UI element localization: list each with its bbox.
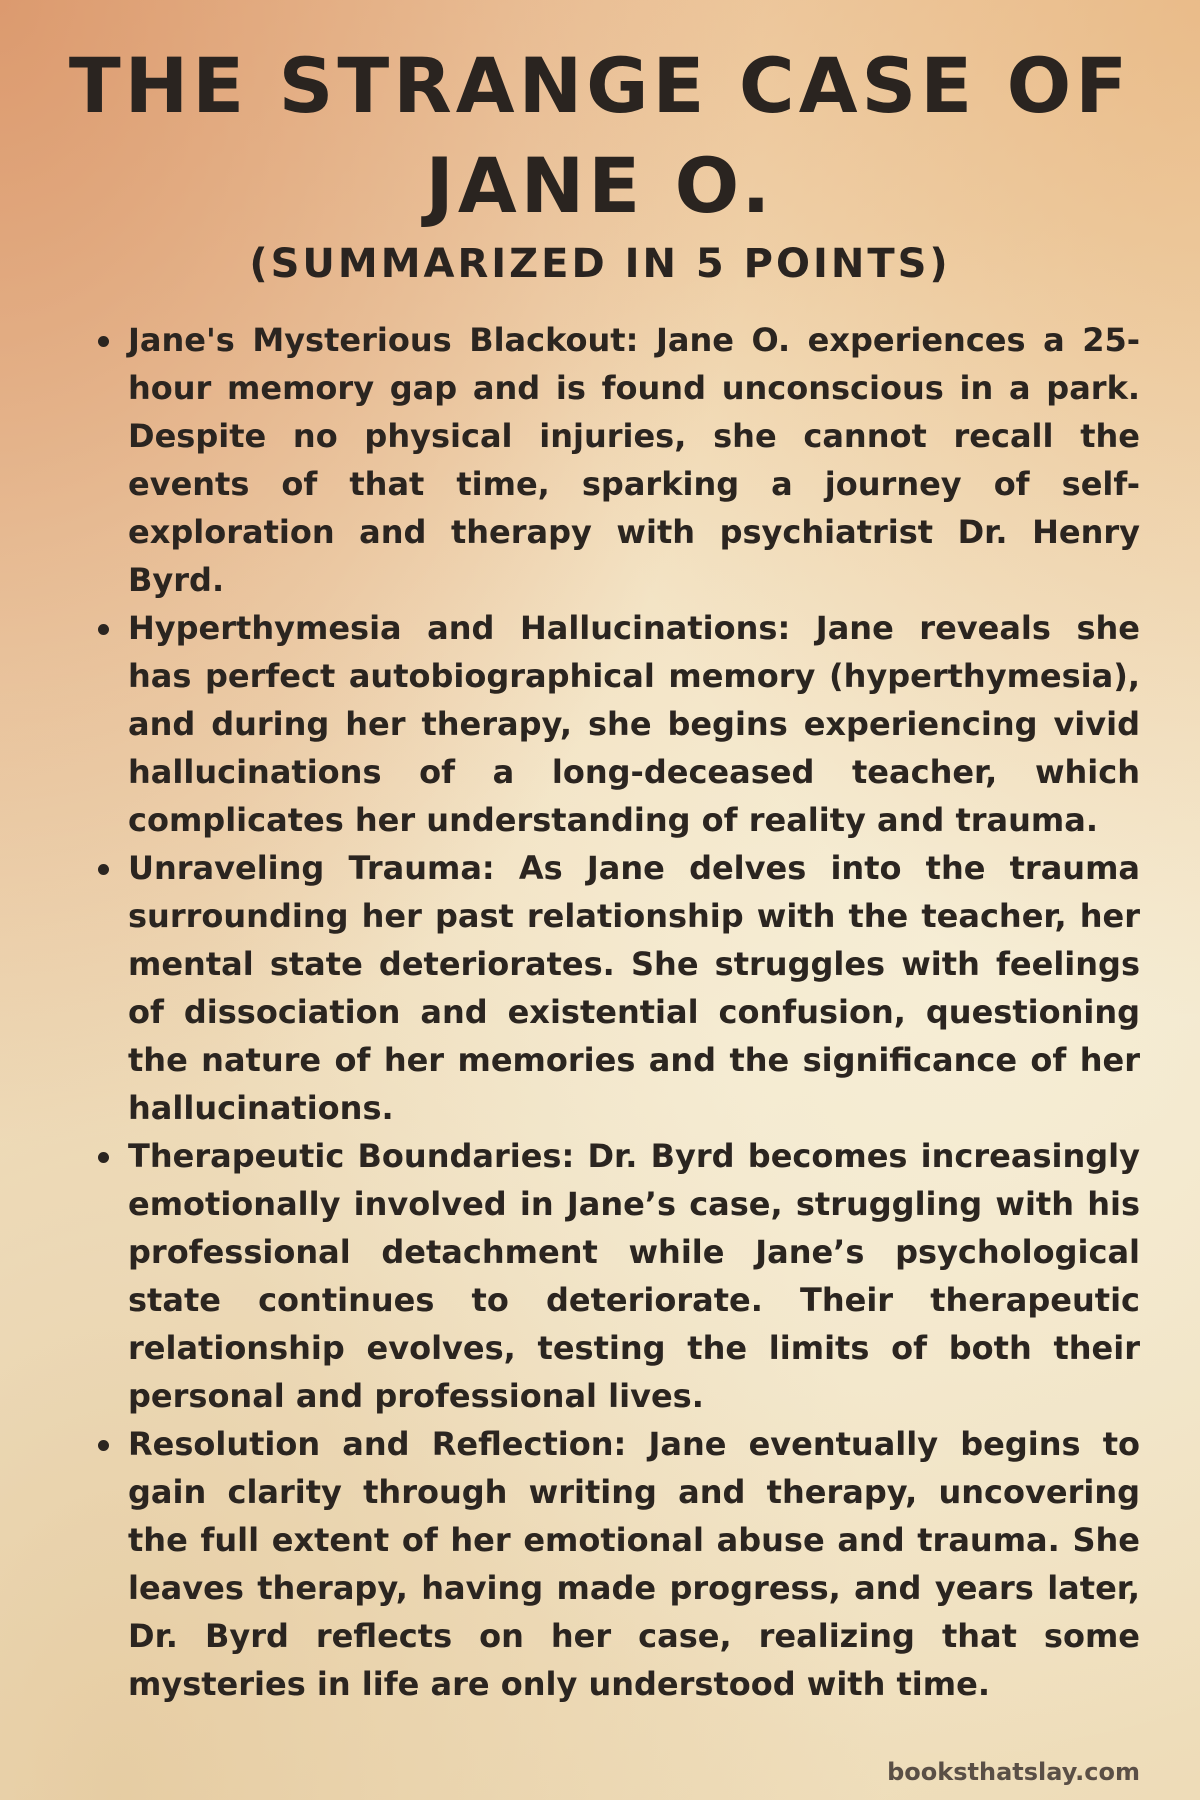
bullet-icon — [98, 1440, 109, 1451]
bullet-icon — [98, 624, 109, 635]
point-heading: Hyperthymesia and Hallucinations: — [128, 609, 816, 647]
summary-points-list — [96, 316, 1140, 1708]
site-credit: booksthatslay.com — [887, 1758, 1140, 1786]
list-item — [96, 1132, 1140, 1420]
list-item — [96, 316, 1140, 604]
point-heading: Jane's Mysterious Blackout: — [128, 321, 656, 359]
point-body: Jane reveals she has perfect autobiographical memory (hyperthymesia), and during her therapy, she begins experiencing vivid hallucinations of a long-deceased teacher, which complicates her understanding of reality and trauma. — [128, 609, 1141, 839]
point-heading: Therapeutic Boundaries: — [128, 1137, 588, 1175]
page-title-name: JANE O. — [425, 141, 775, 230]
list-item — [96, 1420, 1140, 1708]
point-body: Jane O. experiences a 25-hour memory gap and is found unconscious in a park. Despite no physical injuries, she cannot recall the events of that time, sparking a journey of self-exploration and therapy with psychiatrist Dr. Henry Byrd. — [128, 321, 1141, 599]
point-body: As Jane delves into the trauma surrounding her past relationship with the teacher, her mental state deteriorates. She struggles with feelings of dissociation and existential confusion, questioning the nature of her memories and the significance of her hallucinations. — [128, 849, 1141, 1127]
page-subtitle: (SUMMARIZED IN 5 POINTS) — [249, 241, 951, 287]
bullet-icon — [98, 864, 109, 875]
point-body: Dr. Byrd becomes increasingly emotionally involved in Jane’s case, struggling with his professional detachment while Jane’s psychological state continues to deteriorate. Their therapeutic relationship evolves, testing the limits of both their personal and professional lives. — [128, 1137, 1140, 1415]
point-body: Jane eventually begins to gain clarity through writing and therapy, uncovering the full extent of her emotional abuse and trauma. She leaves therapy, having made progress, and years later, Dr. Byrd reflects on her case, realizing that some mysteries in life are only understood with time. — [128, 1425, 1141, 1703]
list-item — [96, 844, 1140, 1132]
bullet-icon — [98, 336, 109, 347]
list-item — [96, 604, 1140, 844]
bullet-icon — [98, 1152, 109, 1163]
point-heading: Resolution and Reflection: — [128, 1425, 649, 1463]
page-title: THE STRANGE CASE OF — [68, 41, 1132, 130]
point-heading: Unraveling Trauma: — [128, 849, 519, 887]
